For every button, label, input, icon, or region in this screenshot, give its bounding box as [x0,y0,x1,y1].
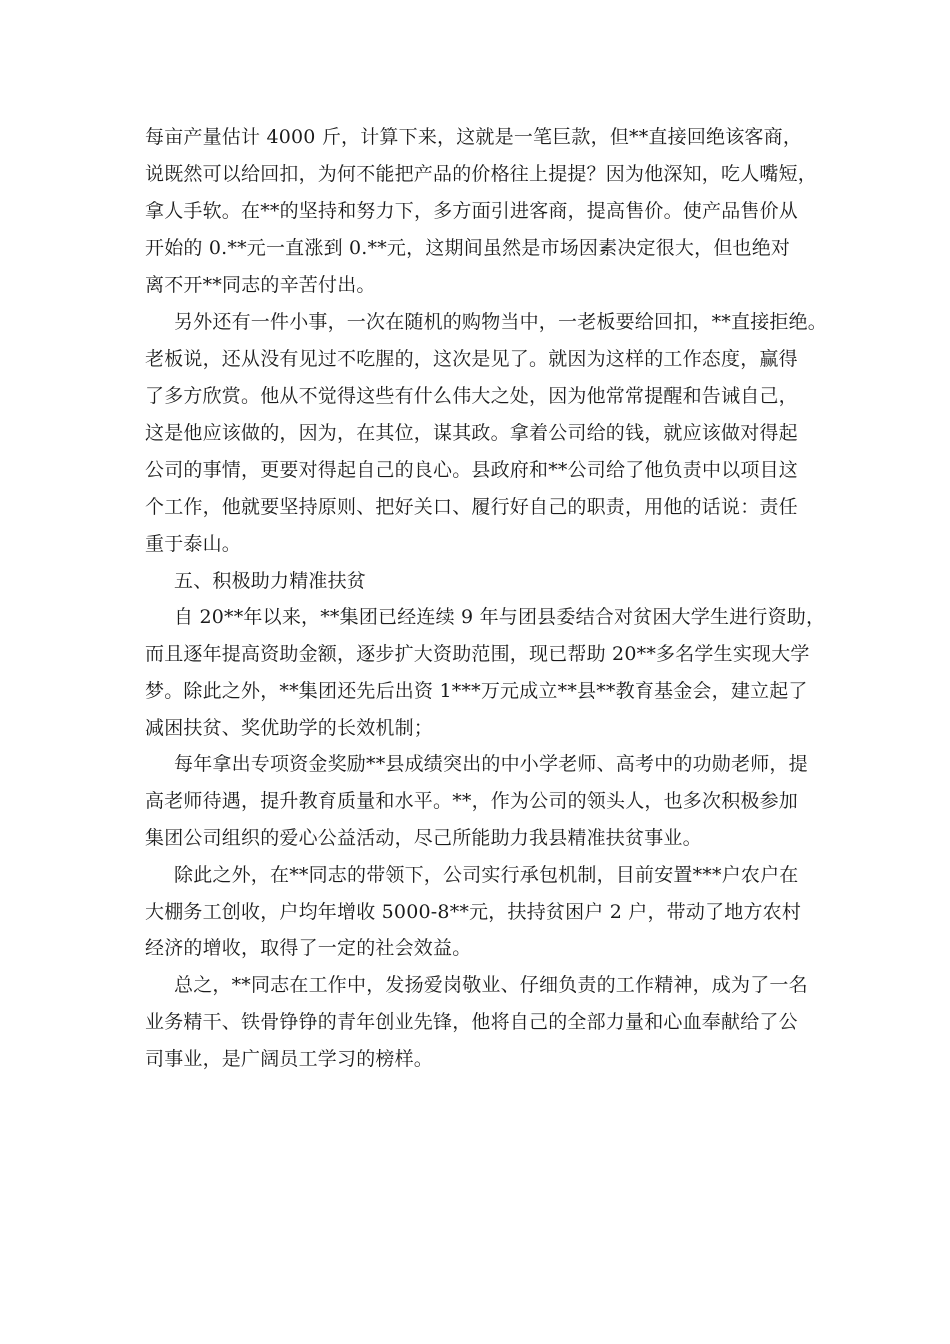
paragraph-first-line: 另外还有一件小事，一次在随机的购物当中，一老板要给回扣，**直接拒绝。 [174,311,828,333]
body-text-line: 开始的 0.**元一直涨到 0.**元，这期间虽然是市场因素决定很大，但也绝对 [145,237,791,259]
body-text-line: 离不开**同志的辛苦付出。 [145,274,376,296]
body-text-line: 而且逐年提高资助金额，逐步扩大资助范围，现已帮助 20**多名学生实现大学 [145,643,810,665]
body-text-line: 公司的事情，更要对得起自己的良心。县政府和**公司给了他负责中以项目这 [145,459,799,481]
body-text-line: 经济的增收，取得了一定的社会效益。 [145,937,472,959]
body-text-line: 拿人手软。在**的坚持和努力下，多方面引进客商，提高售价。使产品售价从 [145,200,799,222]
body-text-line: 这是他应该做的，因为，在其位，谋其政。拿着公司给的钱，就应该做对得起 [145,422,798,444]
paragraph-first-line: 总之，**同志在工作中，发扬爱岗敬业、仔细负责的工作精神，成为了一名 [174,974,808,996]
body-text-line: 大棚务工创收，户均年增收 5000-8**元，扶持贫困户 2 户，带动了地方农村 [145,901,802,923]
body-text-line: 业务精干、铁骨铮铮的青年创业先锋，他将自己的全部力量和心血奉献给了公 [145,1011,798,1033]
body-text-line: 个工作，他就要坚持原则、把好关口、履行好自己的职责，用他的话说：责任 [145,496,798,518]
body-text-line: 重于泰山。 [145,533,242,555]
body-text-line: 梦。除此之外，**集团还先后出资 1***万元成立**县**教育基金会，建立起了 [145,680,808,702]
body-text-line: 老板说，还从没有见过不吃腥的，这次是见了。就因为这样的工作态度，赢得 [145,348,798,370]
body-text-line: 高老师待遇，提升教育质量和水平。**，作为公司的领头人，也多次积极参加 [145,790,799,812]
section-heading: 五、积极助力精准扶贫 [174,570,367,592]
paragraph-first-line: 每年拿出专项资金奖励**县成绩突出的中小学老师、高考中的功勋老师，提 [174,753,808,775]
body-text-line: 司事业，是广阔员工学习的榜样。 [145,1048,434,1070]
body-text-line: 集团公司组织的爱心公益活动，尽己所能助力我县精准扶贫事业。 [145,827,702,849]
paragraph-first-line: 除此之外，在**同志的带领下，公司实行承包机制，目前安置***户农户在 [174,864,799,886]
body-text-line: 减困扶贫、奖优助学的长效机制； [145,717,434,739]
body-text-line: 每亩产量估计 4000 斤，计算下来，这就是一笔巨款，但**直接回绝该客商， [145,126,803,148]
body-text-line: 说既然可以给回扣，为何不能把产品的价格往上提提？因为他深知，吃人嘴短， [145,163,818,185]
paragraph-first-line: 自 20**年以来，**集团已经连续 9 年与团县委结合对贫困大学生进行资助， [174,606,826,628]
body-text-line: 了多方欣赏。他从不觉得这些有什么伟大之处，因为他常常提醒和告诫自己， [145,385,798,407]
